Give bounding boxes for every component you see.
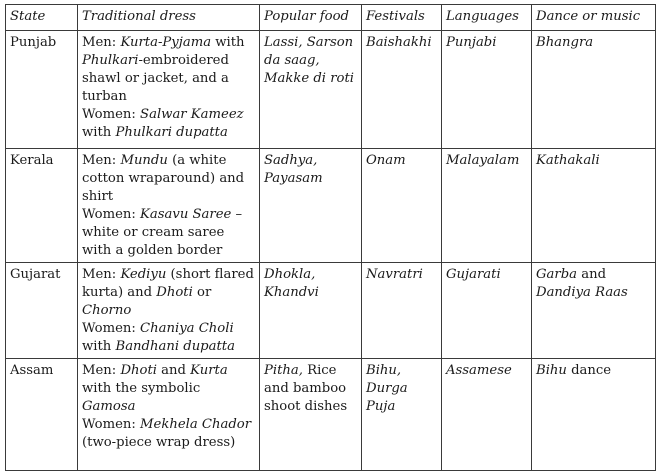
table-row (6, 31, 656, 149)
header-languages: Languages (442, 5, 532, 31)
dress-cell (78, 31, 260, 149)
dress-men: Men: Kediyu (short flared kurta) and Dhoti or Chorno (82, 267, 254, 318)
header-state: State (6, 5, 78, 31)
culture-table (5, 4, 656, 471)
header-dress: Traditional dress (78, 5, 260, 31)
dress-men: Men: Kurta-Pyjama with Phulkari-embroidered shawl or jacket, and a turban (82, 35, 245, 104)
festival-cell: Navratri (362, 263, 442, 359)
food-cell: Dhokla, Khandvi (260, 263, 362, 359)
food-cell: Lassi, Sarson da saag, Makke di roti (260, 31, 362, 149)
dance-cell: Garba and Dandiya Raas (532, 263, 656, 359)
dress-cell (78, 263, 260, 359)
dress-women: Women: Salwar Kameez with Phulkari dupatta (82, 107, 244, 140)
header-food: Popular food (260, 5, 362, 31)
dance-cell: Kathakali (532, 149, 656, 263)
festival-cell: Baishakhi (362, 31, 442, 149)
table-row (6, 149, 656, 263)
festival-cell: Onam (362, 149, 442, 263)
dance-cell: Bihu dance (532, 359, 656, 471)
dress-cell (78, 359, 260, 471)
table-row (6, 263, 656, 359)
header-festivals: Festivals (362, 5, 442, 31)
language-cell: Gujarati (442, 263, 532, 359)
state-cell: Kerala (6, 149, 78, 263)
dress-women: Women: Mekhela Chador (two-piece wrap dress) (82, 417, 252, 450)
language-cell: Malayalam (442, 149, 532, 263)
table-row (6, 359, 656, 471)
header-dance: Dance or music (532, 5, 656, 31)
dress-men: Men: Dhoti and Kurta with the symbolic Gamosa (82, 363, 228, 414)
dress-cell (78, 149, 260, 263)
dress-women: Women: Chaniya Choli with Bandhani dupatta (82, 321, 235, 354)
language-cell: Assamese (442, 359, 532, 471)
dress-women: Women: Kasavu Saree – white or cream saree with a golden border (82, 207, 243, 258)
state-cell: Punjab (6, 31, 78, 149)
dance-cell: Bhangra (532, 31, 656, 149)
header-row (6, 5, 656, 31)
state-cell: Assam (6, 359, 78, 471)
dress-men: Men: Mundu (a white cotton wraparound) and shirt (82, 153, 245, 204)
culture-table-container (5, 4, 656, 471)
food-cell: Pitha, Rice and bamboo shoot dishes (260, 359, 362, 471)
language-cell: Punjabi (442, 31, 532, 149)
state-cell: Gujarat (6, 263, 78, 359)
food-cell: Sadhya, Payasam (260, 149, 362, 263)
festival-cell: Bihu, Durga Puja (362, 359, 442, 471)
